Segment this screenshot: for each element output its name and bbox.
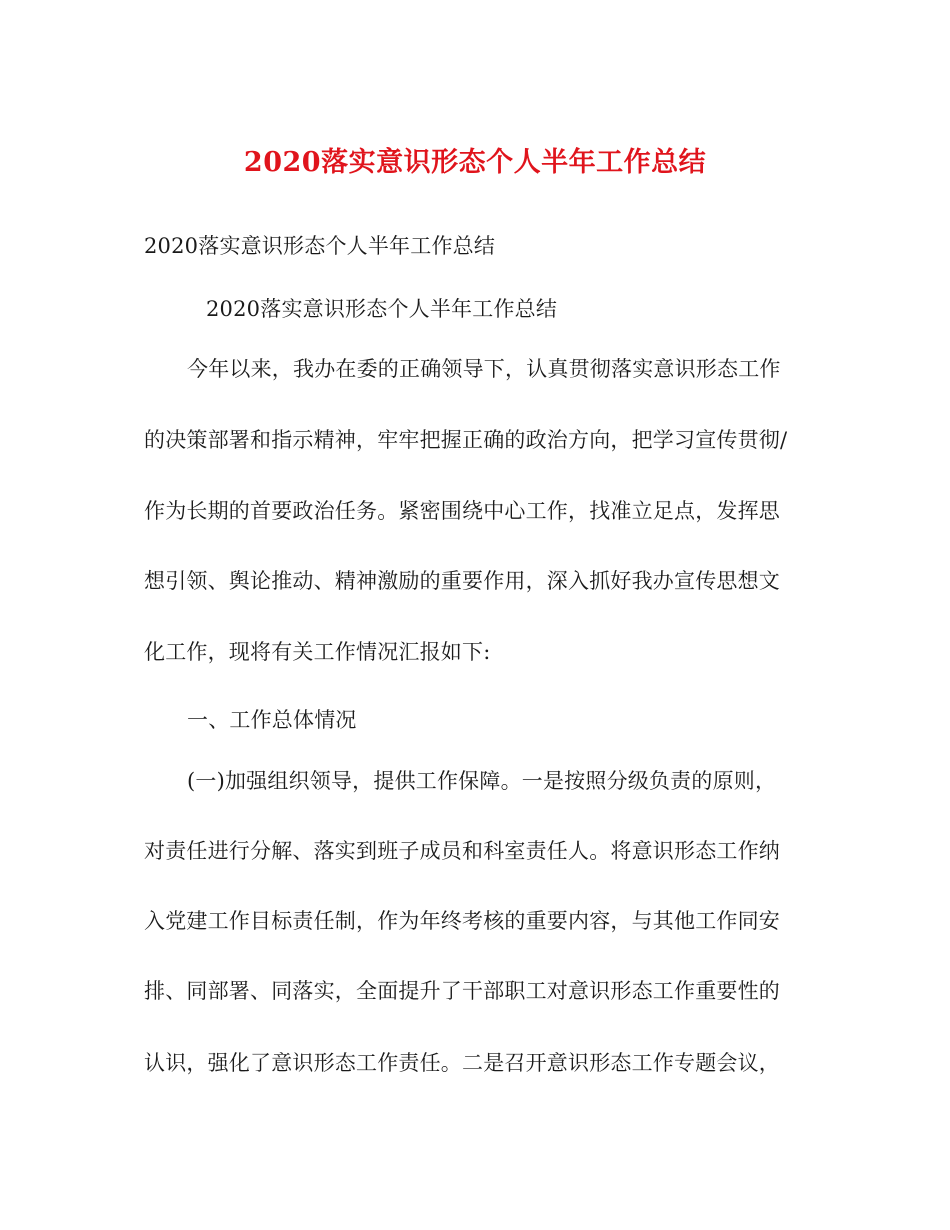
paragraph-line: 今年以来，我办在委的正确领导下，认真贯彻落实意识形态工作 — [187, 357, 781, 381]
subtitle-indented: 2020落实意识形态个人半年工作总结 — [206, 297, 558, 321]
paragraph-line: 的决策部署和指示精神，牢牢把握正确的政治方向，把学习宣传贯彻/ — [144, 428, 788, 452]
document-title: 2020落实意识形态个人半年工作总结 — [243, 147, 707, 178]
section-heading: 一、工作总体情况 — [187, 708, 357, 732]
paragraph-line: 作为长期的首要政治任务。紧密围绕中心工作，找准立足点，发挥思 — [144, 499, 780, 523]
paragraph-line: 想引领、舆论推动、精神激励的重要作用，深入抓好我办宣传思想文 — [144, 569, 780, 593]
paragraph-line: 对责任进行分解、落实到班子成员和科室责任人。将意识形态工作纳 — [144, 839, 780, 863]
paragraph-line: (一)加强组织领导，提供工作保障。一是按照分级负责的原则， — [187, 769, 777, 793]
subtitle-left: 2020落实意识形态个人半年工作总结 — [144, 234, 496, 258]
paragraph-line: 排、同部署、同落实，全面提升了干部职工对意识形态工作重要性的 — [144, 979, 780, 1003]
paragraph-line: 认识，强化了意识形态工作责任。二是召开意识形态工作专题会议， — [144, 1051, 780, 1075]
paragraph-line: 化工作，现将有关工作情况汇报如下: — [144, 640, 491, 664]
paragraph-line: 入党建工作目标责任制，作为年终考核的重要内容，与其他工作同安 — [144, 909, 780, 933]
